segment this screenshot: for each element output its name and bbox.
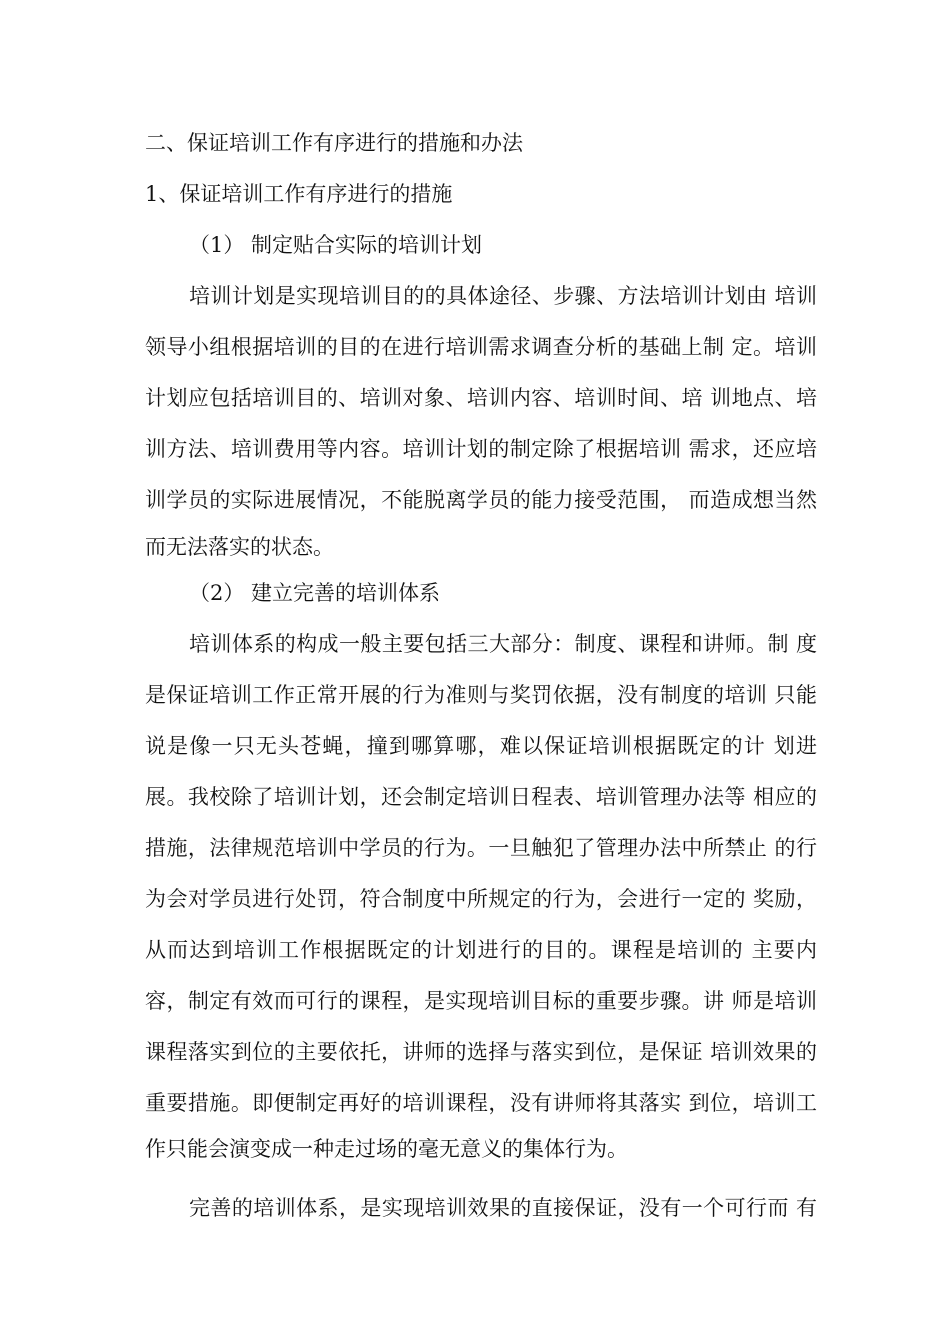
item-title-2: （2） 建立完善的培训体系 xyxy=(189,581,441,605)
paragraph-line: 说是像一只无头苍蝇，撞到哪算哪，难以保证培训根据既定的计 划进 xyxy=(145,734,817,758)
paragraph-line: 为会对学员进行处罚，符合制度中所规定的行为，会进行一定的 奖励， xyxy=(145,887,817,911)
paragraph-line: 完善的培训体系，是实现培训效果的直接保证，没有一个可行而 有 xyxy=(189,1196,817,1220)
paragraph-line: 容，制定有效而可行的课程，是实现培训目标的重要步骤。讲 师是培训 xyxy=(145,989,817,1013)
paragraph-line: 是保证培训工作正常开展的行为准则与奖罚依据，没有制度的培训 只能 xyxy=(145,683,817,707)
paragraph-line: 计划应包括培训目的、培训对象、培训内容、培训时间、培 训地点、培 xyxy=(145,386,817,410)
paragraph-line: 训方法、培训费用等内容。培训计划的制定除了根据培训 需求，还应培 xyxy=(145,437,817,461)
paragraph-line: 课程落实到位的主要依托，讲师的选择与落实到位，是保证 培训效果的 xyxy=(145,1040,817,1064)
paragraph-line: 而无法落实的状态。 xyxy=(145,535,334,559)
paragraph-line: 展。我校除了培训计划，还会制定培训日程表、培训管理办法等 相应的 xyxy=(145,785,817,809)
paragraph-line: 从而达到培训工作根据既定的计划进行的目的。课程是培训的 主要内 xyxy=(145,938,817,962)
paragraph-line: 重要措施。即便制定再好的培训课程，没有讲师将其落实 到位，培训工 xyxy=(145,1091,817,1115)
paragraph-line: 训学员的实际进展情况，不能脱离学员的能力接受范围， 而造成想当然 xyxy=(145,488,817,512)
item-title-1: （1） 制定贴合实际的培训计划 xyxy=(189,233,483,257)
paragraph-line: 作只能会演变成一种走过场的毫无意义的集体行为。 xyxy=(145,1137,628,1161)
paragraph-line: 培训计划是实现培训目的的具体途径、步骤、方法培训计划由 培训 xyxy=(189,284,817,308)
paragraph-line: 措施，法律规范培训中学员的行为。一旦触犯了管理办法中所禁止 的行 xyxy=(145,836,817,860)
section-heading: 二、保证培训工作有序进行的措施和办法 xyxy=(145,131,523,155)
paragraph-line: 培训体系的构成一般主要包括三大部分：制度、课程和讲师。制 度 xyxy=(189,632,817,656)
paragraph-line: 领导小组根据培训的目的在进行培训需求调查分析的基础上制 定。培训 xyxy=(145,335,817,359)
subsection-heading: 1、保证培训工作有序进行的措施 xyxy=(145,182,453,206)
